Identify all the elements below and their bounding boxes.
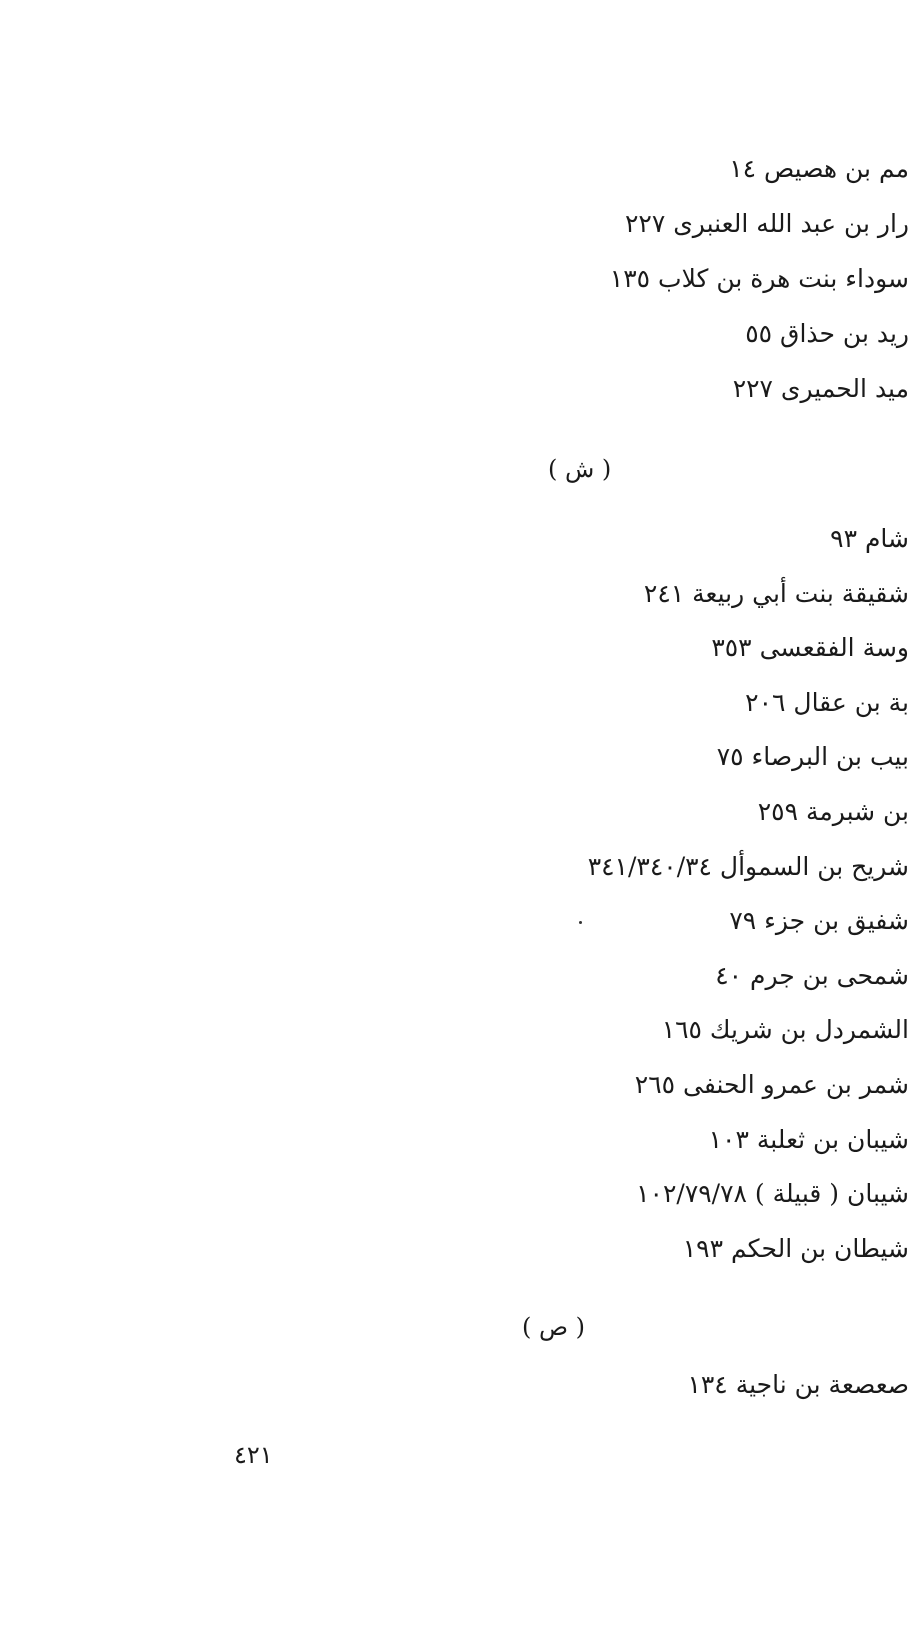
index-entry: شمر بن عمرو الحنفى ٢٦٥ <box>634 1070 909 1099</box>
index-entry: ريد بن حذاق ٥٥ <box>745 319 909 348</box>
index-entry: ميد الحميرى ٢٢٧ <box>732 374 909 403</box>
index-entry: الشمردل بن شريك ١٦٥ <box>661 1015 909 1044</box>
index-entry: بة بن عقال ٢٠٦ <box>745 688 909 717</box>
page-number: ٤٢١ <box>234 1441 273 1469</box>
index-entry: شيطان بن الحكم ١٩٣ <box>682 1234 909 1263</box>
index-entry: رار بن عبد الله العنبرى ٢٢٧ <box>624 209 909 238</box>
index-entry: سوداء بنت هرة بن كلاب ١٣٥ <box>609 264 909 293</box>
index-entry: شيبان ( قبيلة ) ١٠٢/٧٩/٧٨ <box>636 1179 909 1208</box>
index-entry: وسة الفقعسى ٣٥٣ <box>711 633 909 662</box>
index-entry: شقيقة بنت أبي ربيعة ٢٤١ <box>643 579 909 608</box>
index-entry: شيبان بن ثعلبة ١٠٣ <box>708 1125 909 1154</box>
stray-dot <box>579 921 582 924</box>
index-entry: مم بن هصيص ١٤ <box>729 154 909 183</box>
index-entry: بن شبرمة ٢٥٩ <box>757 797 909 826</box>
section-heading-sad: ( ص ) <box>522 1313 585 1341</box>
index-entry: شام ٩٣ <box>830 524 909 553</box>
section-heading-shin: ( ش ) <box>548 455 612 483</box>
index-entry: شفيق بن جزء ٧٩ <box>729 906 909 935</box>
index-entry: شريح بن السموأل ٣٤١/٣٤٠/٣٤ <box>587 852 909 881</box>
index-entry: صعصعة بن ناجية ١٣٤ <box>687 1370 909 1399</box>
index-entry: بيب بن البرصاء ٧٥ <box>716 742 909 771</box>
index-entry: شمحى بن جرم ٤٠ <box>715 961 909 990</box>
